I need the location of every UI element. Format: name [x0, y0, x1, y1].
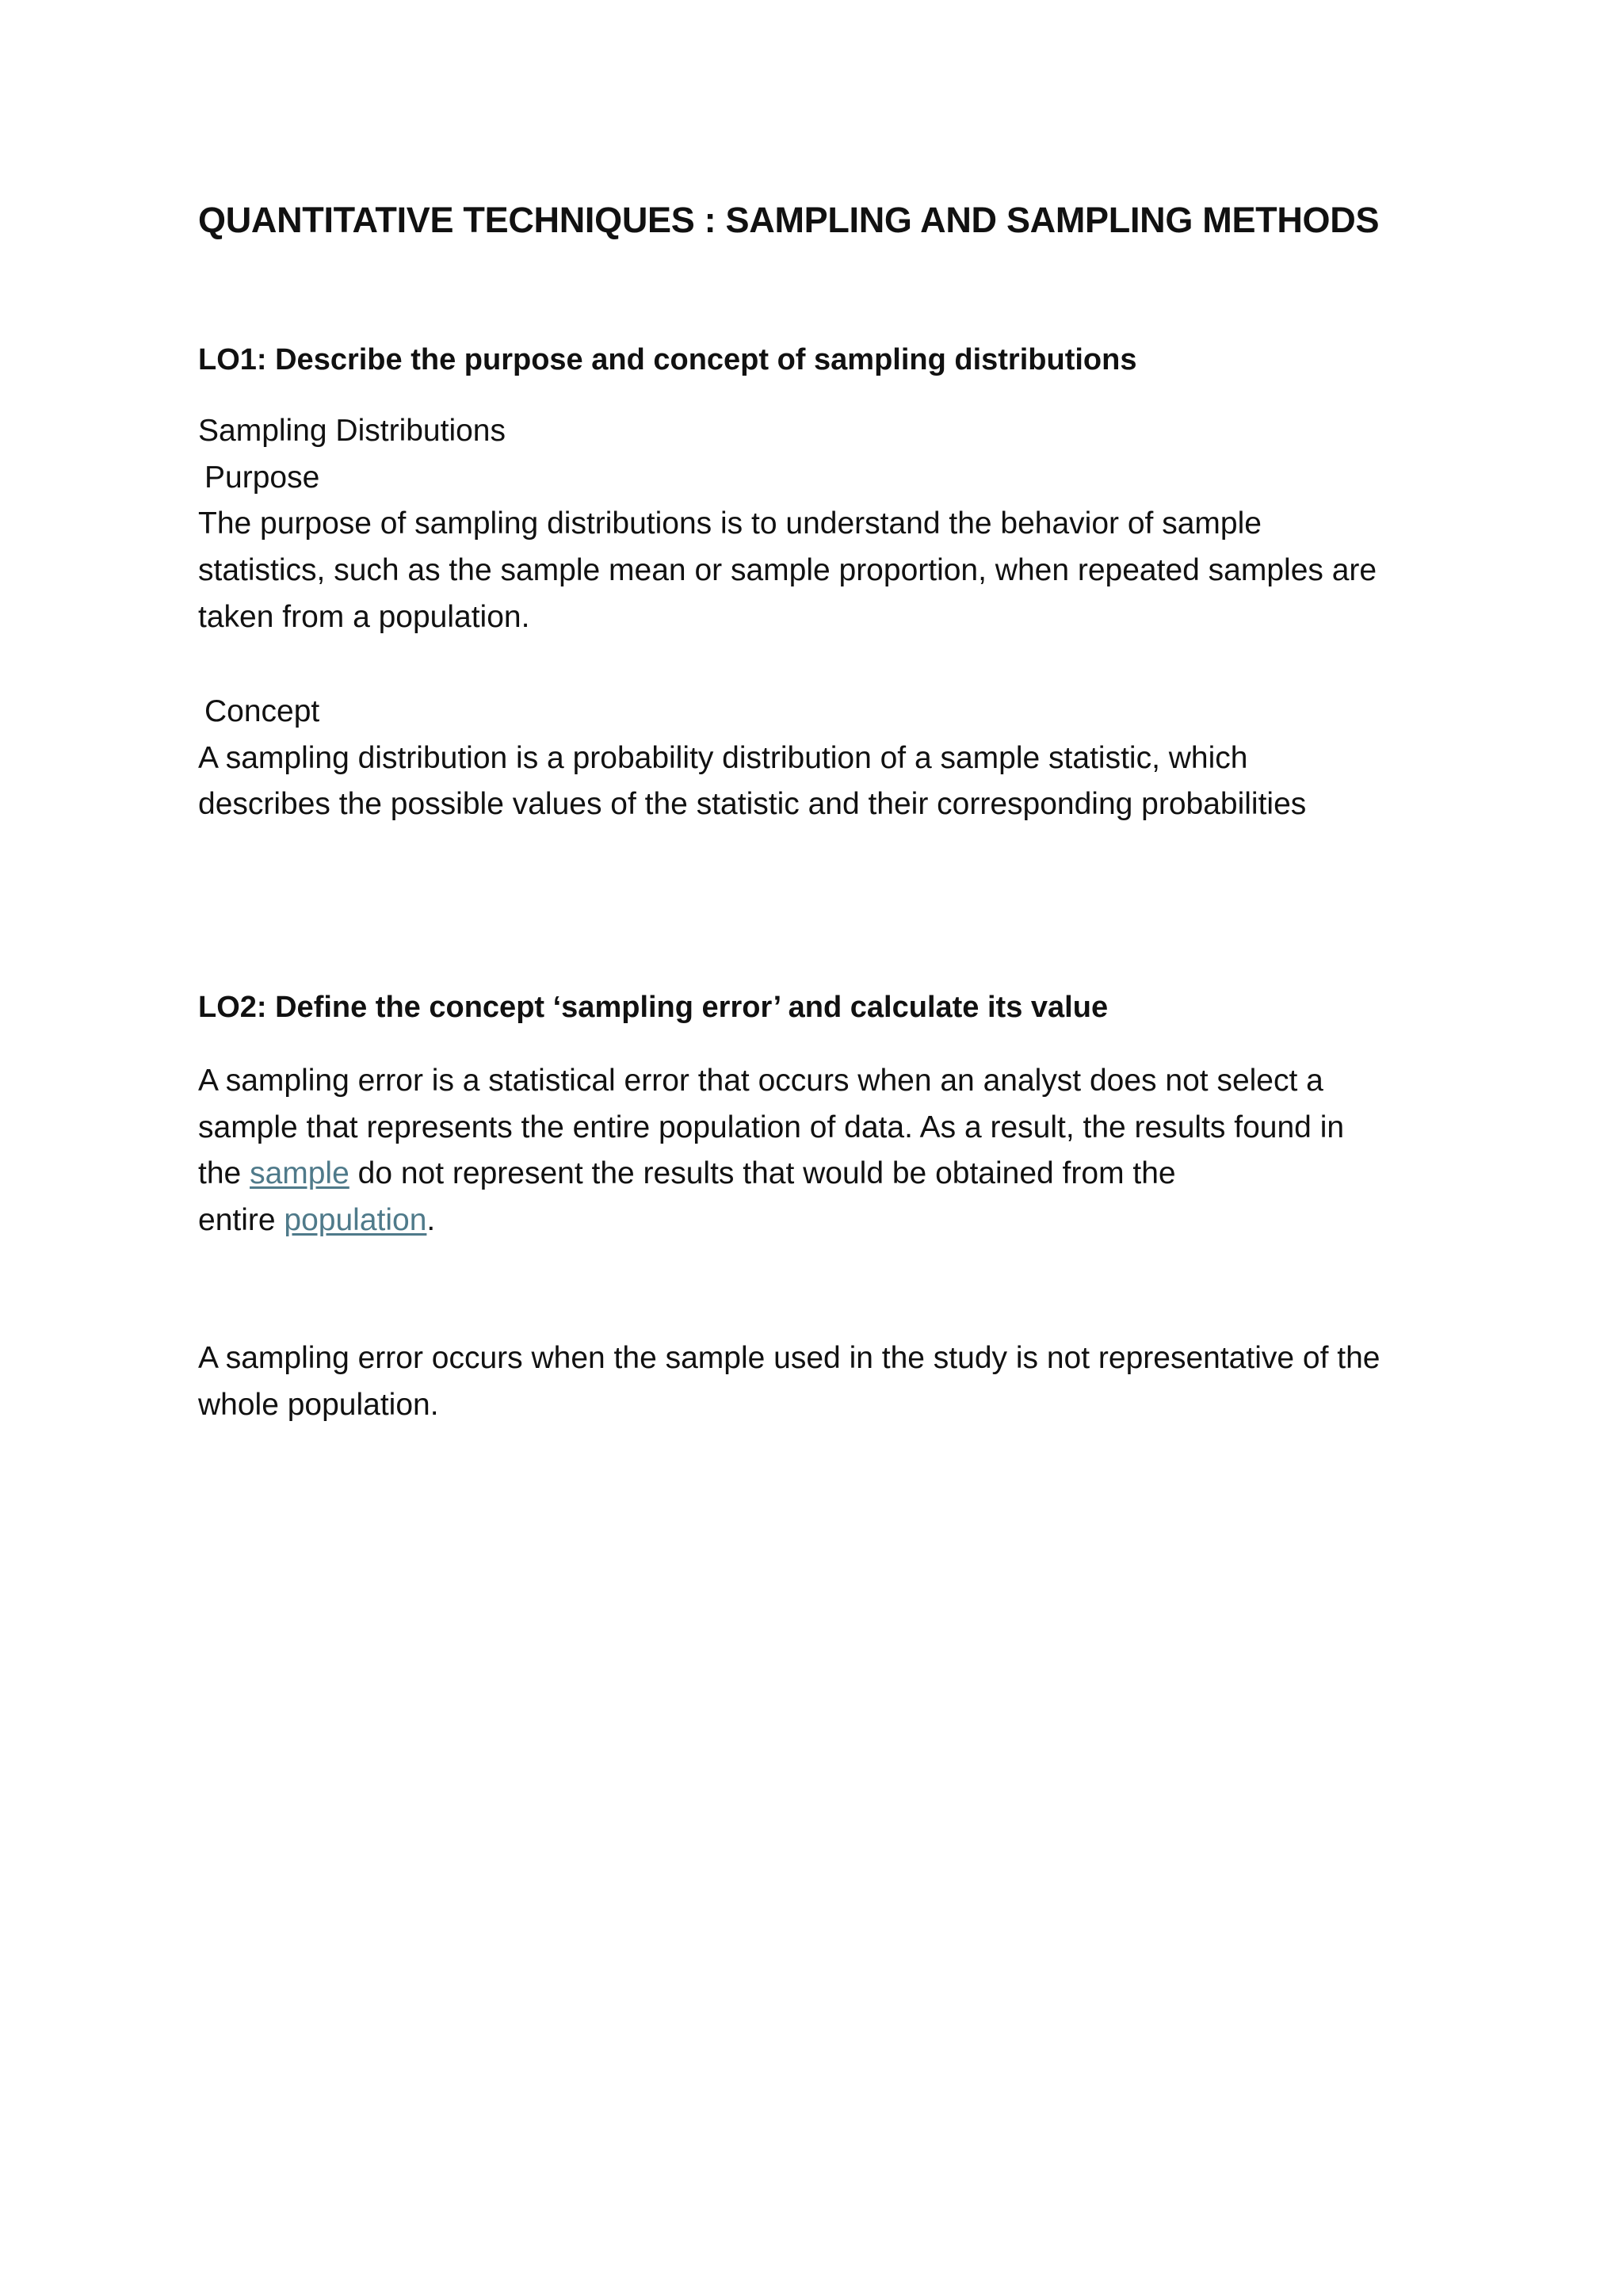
- text-run: entire: [198, 1203, 285, 1238]
- summary-text-line: whole population.: [198, 1387, 439, 1422]
- lo1-purpose-section: [198, 408, 1434, 641]
- lo1-heading: LO1: Describe the purpose and concept of sampling distributions: [198, 343, 1137, 376]
- sampling-error-definition: [198, 1058, 1434, 1244]
- definition-text-line: A sampling error is a statistical error that occurs when an analyst does not select a: [198, 1064, 1323, 1098]
- summary-text-line: A sampling error occurs when the sample used in the study is not representative of the: [198, 1341, 1381, 1375]
- lo1-concept-section: [198, 689, 1434, 828]
- text-run: do not represent the results that would be obtained from the: [349, 1156, 1176, 1191]
- purpose-text-line: taken from a population.: [198, 599, 530, 634]
- text-run: .: [426, 1203, 436, 1238]
- lo2-heading: LO2: Define the concept ‘sampling error’ and calculate its value: [198, 991, 1109, 1024]
- sampling-distributions-subtitle: Sampling Distributions: [198, 414, 506, 448]
- purpose-text-line: The purpose of sampling distributions is to understand the behavior of sample: [198, 506, 1262, 541]
- definition-text-line: [198, 1198, 1434, 1244]
- definition-text-line: sample that represents the entire population of data. As a result, the results found in: [198, 1110, 1345, 1144]
- text-run: the: [198, 1156, 250, 1191]
- concept-label: Concept: [204, 694, 320, 728]
- purpose-label: Purpose: [204, 460, 320, 495]
- concept-text-line: describes the possible values of the statistic and their corresponding probabilities: [198, 787, 1307, 822]
- document-title: QUANTITATIVE TECHNIQUES : SAMPLING AND SAMPLING METHODS: [198, 200, 1380, 240]
- sample-link[interactable]: sample: [250, 1156, 349, 1191]
- population-link[interactable]: population: [284, 1203, 427, 1238]
- concept-text-line: A sampling distribution is a probability distribution of a sample statistic, which: [198, 740, 1248, 775]
- purpose-text-line: statistics, such as the sample mean or sample proportion, when repeated samples are: [198, 553, 1377, 588]
- definition-text-line: [198, 1151, 1434, 1198]
- sampling-error-summary: [198, 1335, 1434, 1428]
